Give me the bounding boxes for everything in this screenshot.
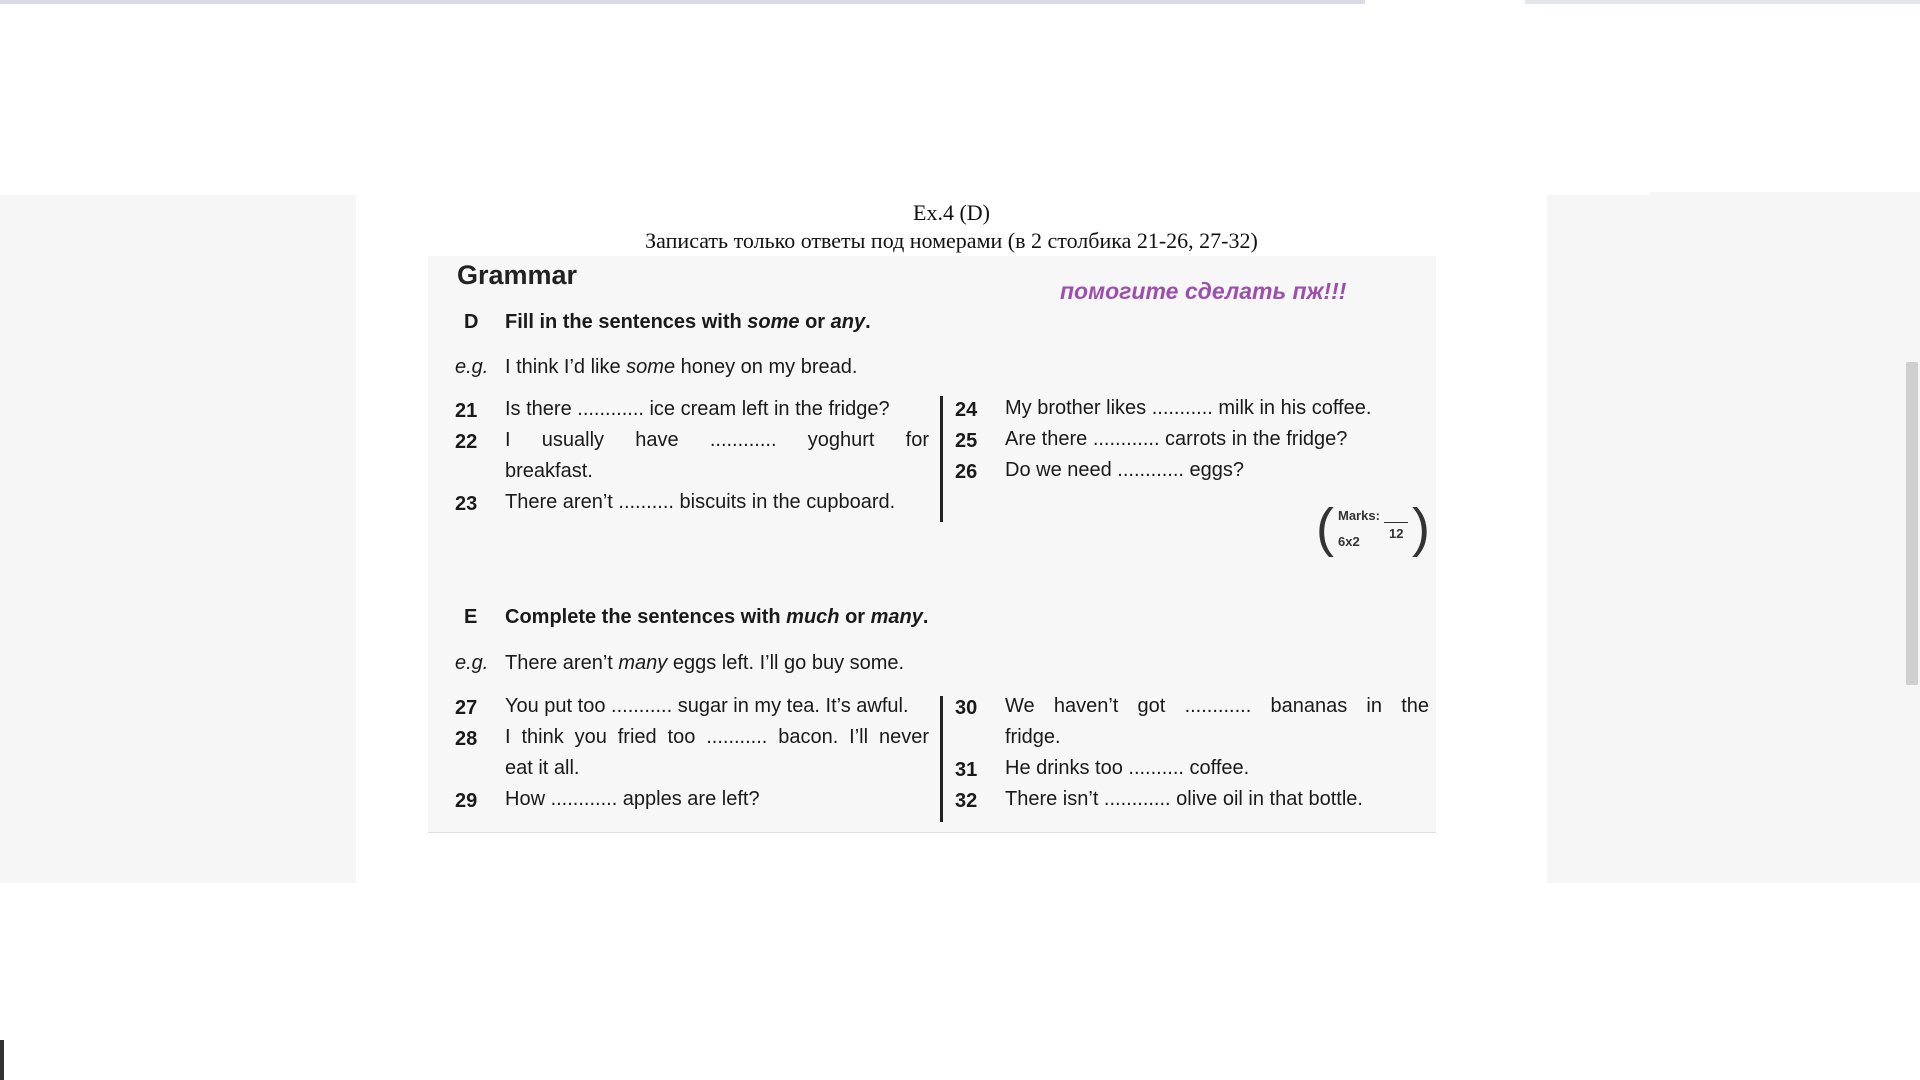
browser-top-strip-right <box>1525 0 1920 4</box>
column-divider-d <box>940 396 943 522</box>
item-26-number: 26 <box>955 461 978 483</box>
section-e-letter: E <box>464 606 478 628</box>
item-31-text: He drinks too .......... coffee. <box>1005 757 1250 779</box>
marks-total: 12 <box>1389 526 1404 541</box>
item-32-text: There isn’t ............ olive oil in that bottle. <box>1005 788 1363 810</box>
item-25-number: 25 <box>955 430 978 452</box>
section-e-example: There aren’t many eggs left. I’ll go buy some. <box>505 652 905 674</box>
item-23-text: There aren’t .......... biscuits in the cupboard. <box>505 491 896 513</box>
section-d-example-label: e.g. <box>455 356 489 378</box>
section-d-letter: D <box>464 311 479 333</box>
item-28-text: I think you fried too ........... bacon. I’ll never <box>505 726 929 748</box>
item-22-number: 22 <box>455 431 478 453</box>
item-24-text: My brother likes ........... milk in his coffee. <box>1005 397 1372 419</box>
worksheet-image <box>428 256 1436 833</box>
corner-mark <box>0 1040 4 1080</box>
browser-top-strip <box>0 0 1365 4</box>
item-28-text-cont: eat it all. <box>505 757 580 779</box>
exercise-instruction: Записать только ответы под номерами (в 2 столбика 21-26, 27-32) <box>645 228 1258 253</box>
item-31-number: 31 <box>955 759 978 781</box>
item-22-text-cont: breakfast. <box>505 460 593 482</box>
item-21-number: 21 <box>455 400 478 422</box>
item-28-number: 28 <box>455 728 478 750</box>
item-27-text: You put too ........... sugar in my tea. It’s awful. <box>505 695 909 717</box>
item-30-text-cont: fridge. <box>1005 726 1061 748</box>
section-d-example: I think I’d like some honey on my bread. <box>505 356 858 378</box>
marks-blank <box>1384 522 1408 523</box>
item-21-text: Is there ............ ice cream left in the fridge? <box>505 398 890 420</box>
section-e-example-label: e.g. <box>455 652 489 674</box>
item-29-number: 29 <box>455 790 478 812</box>
viewer-background-right <box>1650 192 1920 855</box>
marks-calc: 6x2 <box>1338 534 1360 549</box>
scrollbar-thumb[interactable] <box>1906 362 1918 685</box>
item-23-number: 23 <box>455 493 478 515</box>
worksheet-title: Grammar <box>457 260 578 290</box>
item-22-text: I usually have ............ yoghurt for <box>505 429 929 451</box>
item-29-text: How ............ apples are left? <box>505 788 760 810</box>
item-30-text: We haven’t got ............ bananas in the <box>1005 695 1429 717</box>
item-30-number: 30 <box>955 697 978 719</box>
marks-box: ( ) Marks: 12 6x2 <box>1316 498 1430 558</box>
section-e-instruction: Complete the sentences with much or many. <box>505 606 929 628</box>
item-26-text: Do we need ............ eggs? <box>1005 459 1245 481</box>
item-27-number: 27 <box>455 697 478 719</box>
marks-label: Marks: <box>1338 508 1380 523</box>
column-divider-e <box>940 696 943 822</box>
item-32-number: 32 <box>955 790 978 812</box>
section-d-instruction: Fill in the sentences with some or any. <box>505 311 871 333</box>
help-note: помогите сделать пж!!! <box>1060 278 1347 304</box>
exercise-heading: Ex.4 (D) <box>913 200 990 225</box>
item-24-number: 24 <box>955 399 978 421</box>
item-25-text: Are there ............ carrots in the fridge? <box>1005 428 1348 450</box>
